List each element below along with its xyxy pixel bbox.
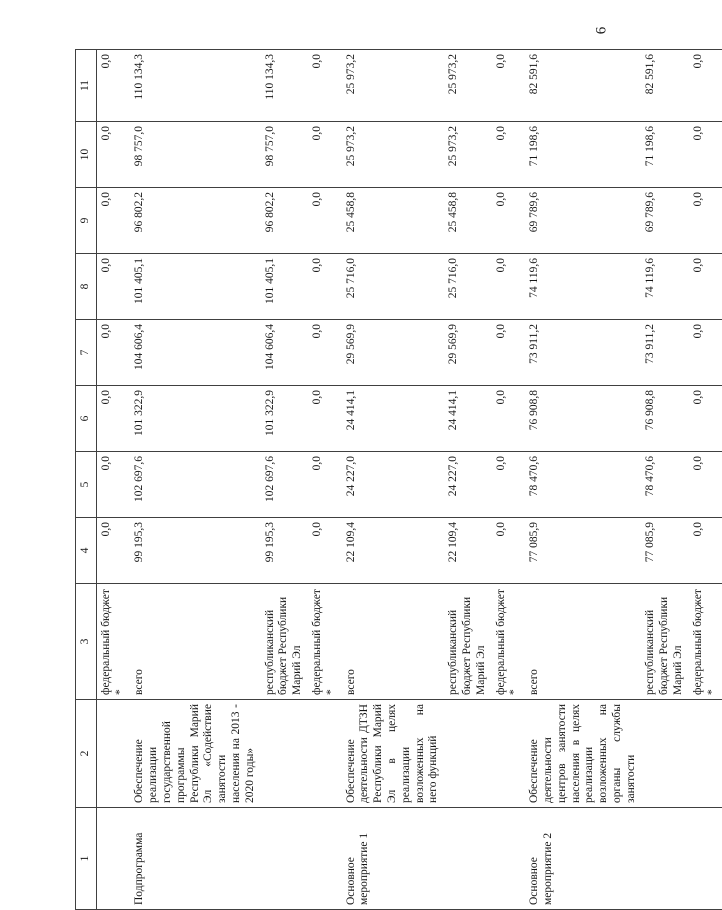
table-cell: 110 134,3 (261, 50, 308, 122)
table-cell: 101 405,1 (130, 254, 260, 320)
table-row (96, 50, 130, 910)
table-cell: 98 757,0 (130, 122, 260, 188)
table-cell: 0,0 (689, 452, 722, 518)
table-row (130, 50, 260, 910)
table-cell: 104 606,4 (130, 320, 260, 386)
table-cell: 24 414,1 (342, 386, 445, 452)
table-cell: 0,0 (492, 452, 526, 518)
table-cell (308, 700, 342, 808)
table-cell: 0,0 (96, 254, 130, 320)
table-cell: 102 697,6 (130, 452, 260, 518)
table-cell: 25 973,2 (444, 122, 491, 188)
table-cell: 0,0 (689, 518, 722, 584)
table-cell: Обеспечение деятельности центров занятости населения в целях реализации возложенных на органы службы занятости (525, 700, 641, 808)
table-cell: 0,0 (689, 386, 722, 452)
table-cell: всего (342, 584, 445, 700)
table-cell: 98 757,0 (261, 122, 308, 188)
table-cell: 0,0 (492, 122, 526, 188)
table-cell: 0,0 (308, 50, 342, 122)
table-cell: 0,0 (492, 320, 526, 386)
header-cell: 2 (76, 700, 97, 808)
table-cell: 69 789,6 (641, 188, 688, 254)
table-cell: Обеспечение реализации государственной программы Республики Марий Эл «Содействие занятости населения на 2013 - 2020 годы» (130, 700, 260, 808)
table-cell (689, 700, 722, 808)
table-row (308, 50, 342, 910)
table-cell: федеральный бюджет * (689, 584, 722, 700)
table-cell: 78 470,6 (641, 452, 688, 518)
table-cell: Подпрограмма (130, 808, 260, 910)
table-cell (689, 808, 722, 910)
table-cell: республиканский бюджет Республики Марий Эл (261, 584, 308, 700)
header-cell: 9 (76, 188, 97, 254)
table-cell: 25 458,8 (444, 188, 491, 254)
table-cell (492, 808, 526, 910)
table-cell: 69 789,6 (525, 188, 641, 254)
table-cell: 101 322,9 (261, 386, 308, 452)
header-cell: 11 (76, 50, 97, 122)
table-cell: Обеспечение деятельности ДТЗН Республики Марий Эл в целях реализации возложенных на него функций (342, 700, 445, 808)
table-cell: 22 109,4 (444, 518, 491, 584)
table-cell (641, 700, 688, 808)
table-row (444, 50, 491, 910)
table-cell: 0,0 (492, 254, 526, 320)
table-cell: 0,0 (689, 188, 722, 254)
rotated-page-content (75, 50, 718, 910)
table-cell (444, 700, 491, 808)
table-cell: 74 119,6 (641, 254, 688, 320)
table-cell: 73 911,2 (525, 320, 641, 386)
table-cell: 71 198,6 (641, 122, 688, 188)
table-cell: 73 911,2 (641, 320, 688, 386)
table-cell (641, 808, 688, 910)
table-cell: 77 085,9 (641, 518, 688, 584)
table-cell: 25 973,2 (342, 50, 445, 122)
table-cell: 22 109,4 (342, 518, 445, 584)
table-cell: всего (130, 584, 260, 700)
table-cell (96, 700, 130, 808)
table-cell: 0,0 (308, 320, 342, 386)
table-cell: 0,0 (689, 254, 722, 320)
table-cell: 0,0 (96, 518, 130, 584)
table-cell: 0,0 (96, 188, 130, 254)
table-cell: федеральный бюджет * (96, 584, 130, 700)
table-cell: 0,0 (96, 452, 130, 518)
table-cell: 0,0 (689, 50, 722, 122)
table-cell (492, 700, 526, 808)
table-row (525, 50, 641, 910)
table-cell: федеральный бюджет * (308, 584, 342, 700)
table-cell: 77 085,9 (525, 518, 641, 584)
table-cell: 74 119,6 (525, 254, 641, 320)
table-cell: всего (525, 584, 641, 700)
table-cell: 25 716,0 (342, 254, 445, 320)
table-cell: федеральный бюджет * (492, 584, 526, 700)
table-cell: 96 802,2 (130, 188, 260, 254)
table-cell: 101 405,1 (261, 254, 308, 320)
table-cell: 0,0 (308, 188, 342, 254)
table-cell: 0,0 (308, 452, 342, 518)
table-cell: 82 591,6 (641, 50, 688, 122)
header-cell: 3 (76, 584, 97, 700)
header-cell: 4 (76, 518, 97, 584)
table-cell: республиканский бюджет Республики Марий Эл (641, 584, 688, 700)
table-cell: 29 569,9 (444, 320, 491, 386)
table-cell (444, 808, 491, 910)
header-cell: 10 (76, 122, 97, 188)
table-cell: 0,0 (96, 320, 130, 386)
table-cell: 104 606,4 (261, 320, 308, 386)
header-cell: 8 (76, 254, 97, 320)
page-number: 6 (593, 26, 610, 35)
table-cell: 102 697,6 (261, 452, 308, 518)
table-cell: Основное мероприятие 2 (525, 808, 641, 910)
table-cell: 0,0 (492, 50, 526, 122)
table-cell: 24 227,0 (444, 452, 491, 518)
table-cell: 0,0 (308, 254, 342, 320)
table-row (492, 50, 526, 910)
table-cell: республиканский бюджет Республики Марий Эл (444, 584, 491, 700)
table-cell: 24 227,0 (342, 452, 445, 518)
table-cell: Основное мероприятие 1 (342, 808, 445, 910)
table-cell: 99 195,3 (261, 518, 308, 584)
table-cell: 0,0 (492, 518, 526, 584)
header-cell: 5 (76, 452, 97, 518)
header-row (76, 50, 97, 910)
table-cell: 0,0 (308, 518, 342, 584)
table-cell (261, 700, 308, 808)
table-cell: 25 973,2 (342, 122, 445, 188)
table-cell: 0,0 (308, 386, 342, 452)
table-cell: 110 134,3 (130, 50, 260, 122)
table-cell: 25 716,0 (444, 254, 491, 320)
table-cell: 76 908,8 (641, 386, 688, 452)
table-cell: 24 414,1 (444, 386, 491, 452)
table-cell: 0,0 (96, 386, 130, 452)
table-cell: 25 458,8 (342, 188, 445, 254)
table-cell (261, 808, 308, 910)
header-cell: 6 (76, 386, 97, 452)
table-cell: 76 908,8 (525, 386, 641, 452)
budget-table (75, 49, 722, 910)
table-cell: 99 195,3 (130, 518, 260, 584)
table-cell: 82 591,6 (525, 50, 641, 122)
table-cell: 25 973,2 (444, 50, 491, 122)
table-cell: 71 198,6 (525, 122, 641, 188)
table-cell: 0,0 (689, 122, 722, 188)
table-cell (96, 808, 130, 910)
table-cell: 0,0 (96, 50, 130, 122)
table-cell: 0,0 (689, 320, 722, 386)
table-cell: 29 569,9 (342, 320, 445, 386)
table-cell: 0,0 (308, 122, 342, 188)
table-row (689, 50, 722, 910)
table-cell: 0,0 (96, 122, 130, 188)
table-cell: 101 322,9 (130, 386, 260, 452)
table-cell (308, 808, 342, 910)
table-row (641, 50, 688, 910)
table-cell: 0,0 (492, 188, 526, 254)
table-row (342, 50, 445, 910)
table-cell: 78 470,6 (525, 452, 641, 518)
table-row (261, 50, 308, 910)
table-cell: 96 802,2 (261, 188, 308, 254)
header-cell: 1 (76, 808, 97, 910)
table-cell: 0,0 (492, 386, 526, 452)
header-cell: 7 (76, 320, 97, 386)
